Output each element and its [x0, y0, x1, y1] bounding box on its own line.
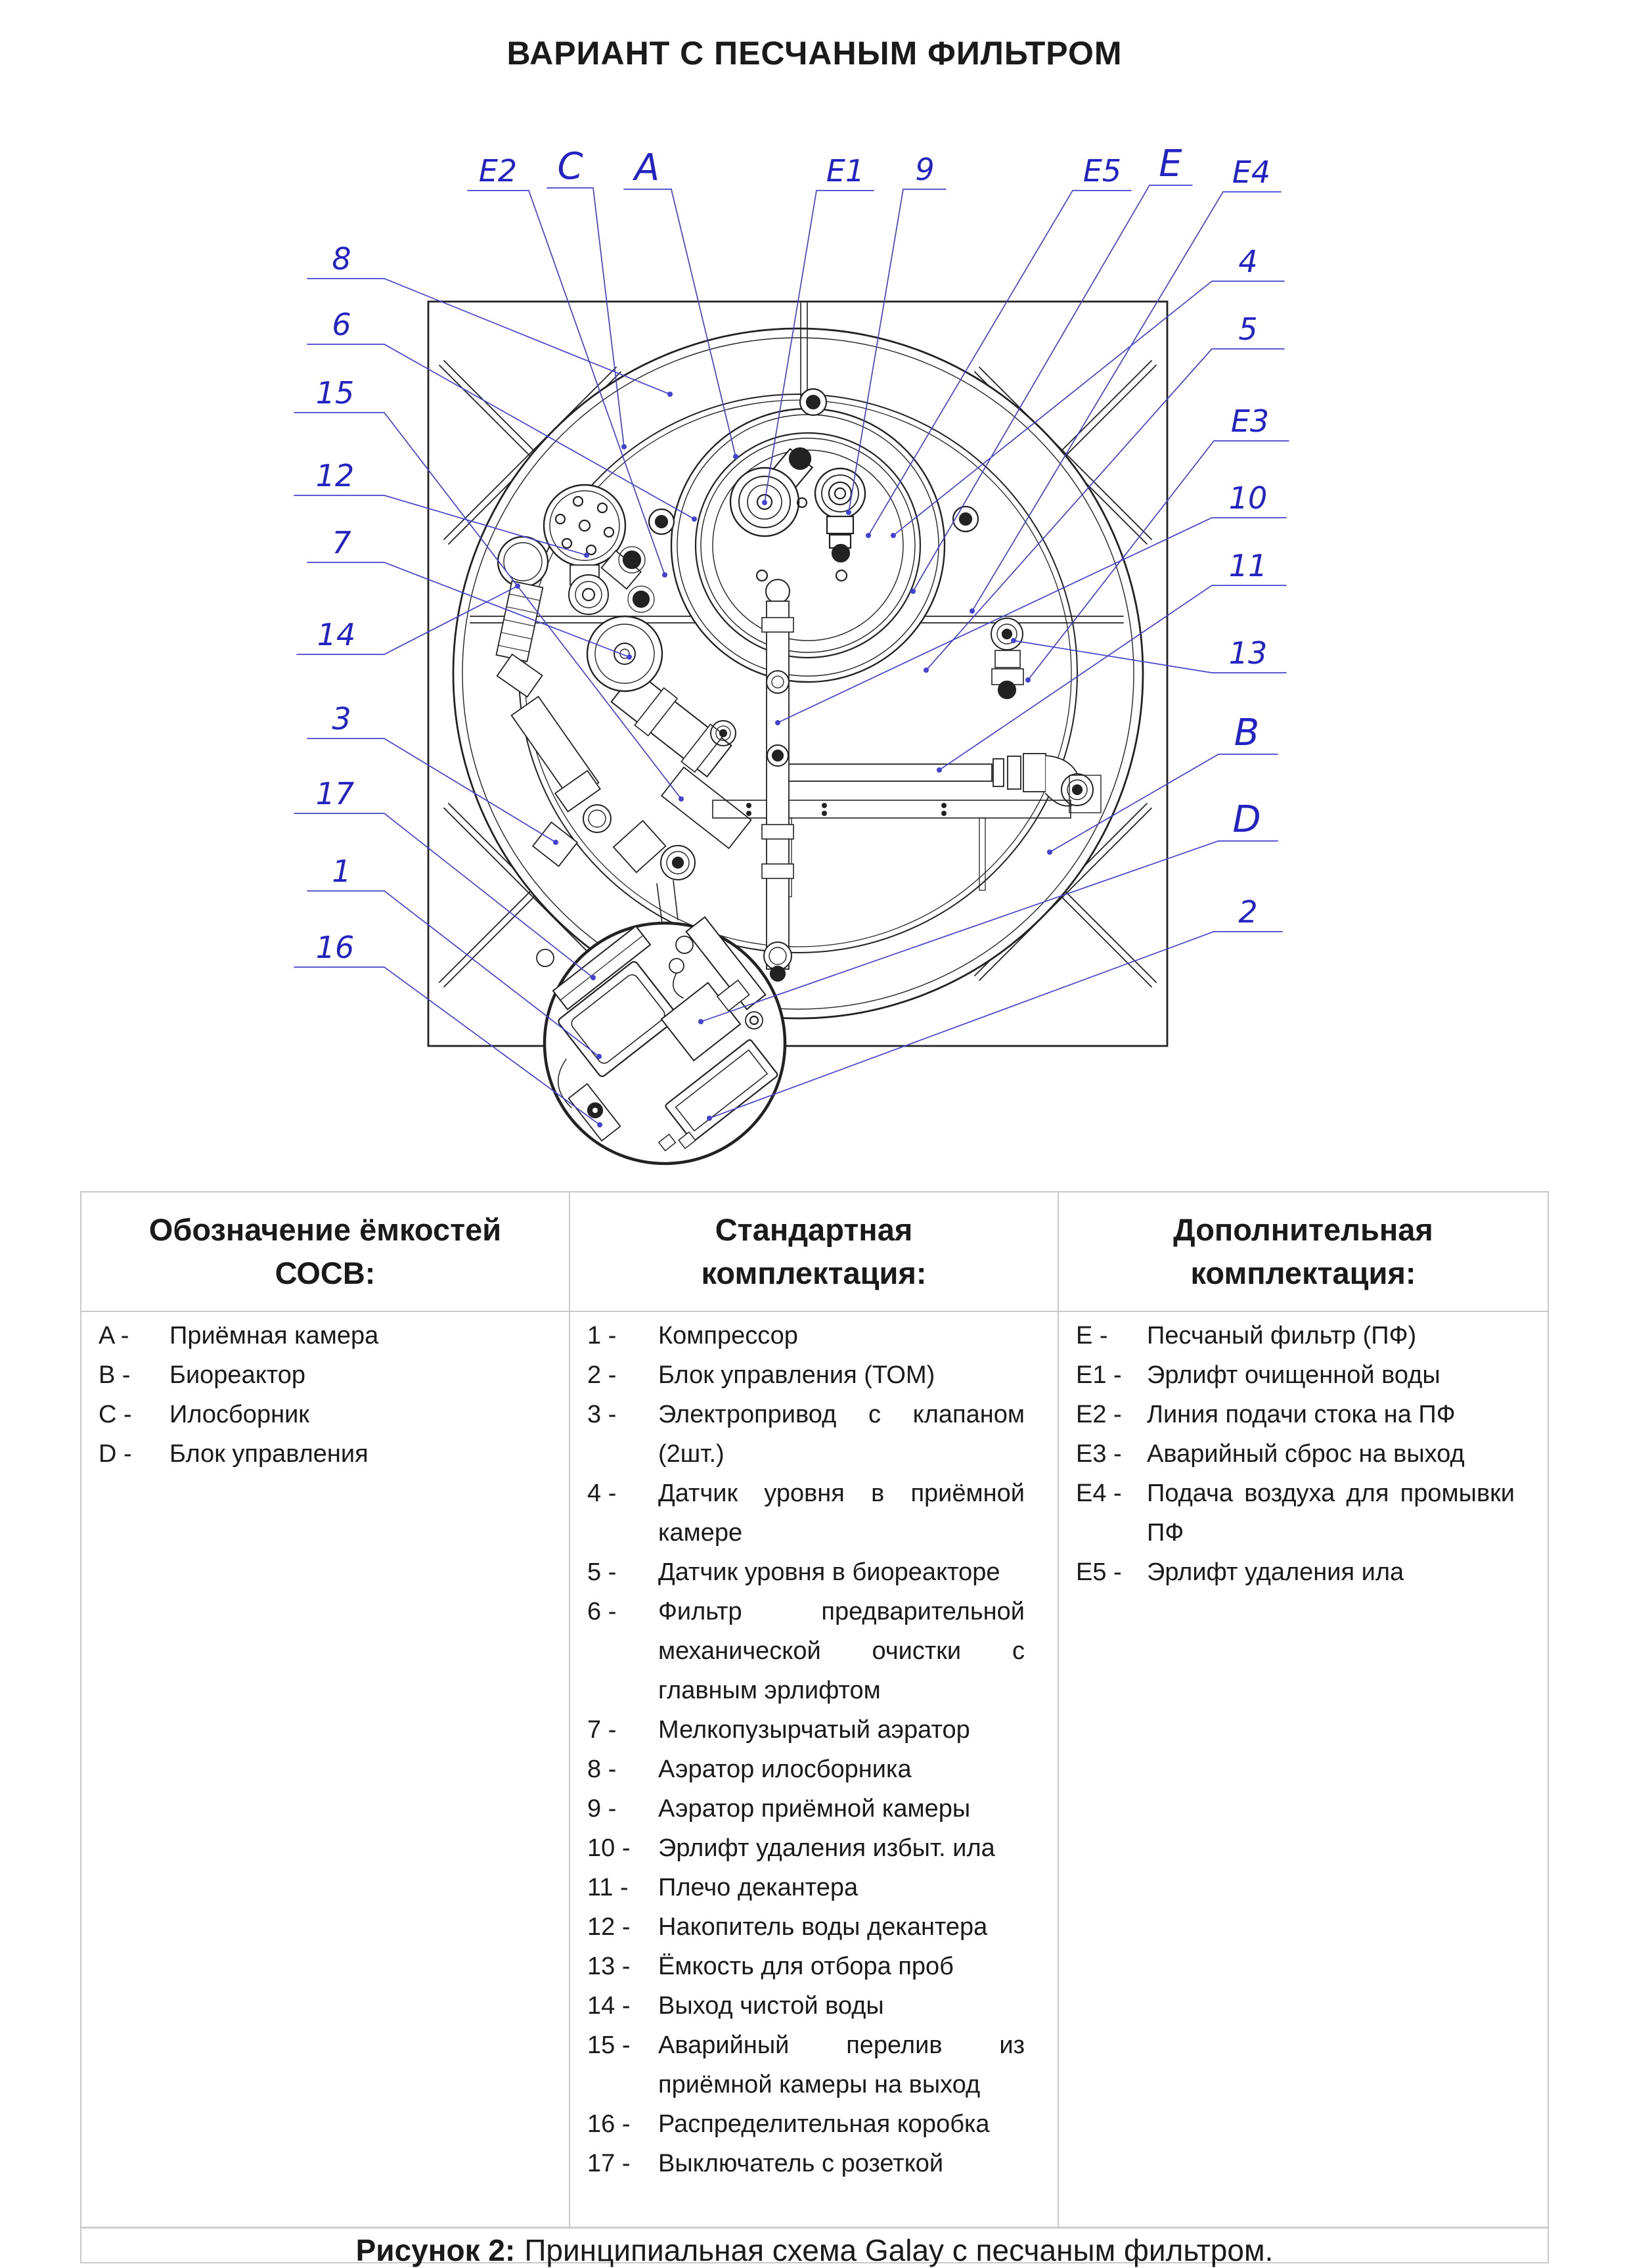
tanks-list [81, 1312, 570, 2227]
list-item [587, 1907, 1025, 1947]
page-title: ВАРИАНТ С ПЕСЧАНЫМ ФИЛЬТРОМ [506, 35, 1123, 72]
header-optional-line2: комплектация: [1190, 1256, 1416, 1290]
item-text: Подача воздуха для промывки ПФ [1147, 1480, 1515, 1547]
list-item [587, 1947, 1025, 1986]
callout-4: 4 [1238, 244, 1258, 279]
callout-15: 15 [315, 375, 355, 411]
item-text: Эрлифт удаления ила [1147, 1558, 1404, 1586]
item-text: Накопитель воды декантера [658, 1913, 988, 1941]
list-item [587, 1474, 1025, 1553]
callout-E1: E1 [826, 153, 865, 189]
item-key: A - [99, 1322, 129, 1349]
callout-E5: E5 [1082, 153, 1122, 189]
item-text: Датчик уровня в биореакторе [658, 1558, 1000, 1586]
item-text: Блок управления (ТОМ) [658, 1361, 935, 1389]
header-tanks [81, 1192, 570, 1312]
item-text: Выход чистой воды [658, 1992, 884, 2020]
optional-equipment-list [1059, 1312, 1548, 2227]
list-item [587, 2026, 1025, 2104]
list-item [587, 1553, 1025, 1592]
item-text: Аэратор приёмной камеры [658, 1795, 971, 1823]
list-item [1076, 1553, 1515, 1592]
item-text: Линия подачи стока на ПФ [1147, 1401, 1456, 1428]
item-key: 1 - [587, 1322, 617, 1349]
list-item [1076, 1316, 1515, 1355]
item-text: Аварийный сброс на выход [1147, 1440, 1465, 1468]
main-airlift-pipe [762, 579, 793, 981]
callout-17: 17 [315, 776, 355, 811]
item-key: 14 - [587, 1992, 631, 2020]
header-optional-line1: Дополнительная [1173, 1212, 1433, 1247]
callout-B: B [1234, 712, 1260, 754]
item-key: E2 - [1076, 1401, 1122, 1428]
item-key: D - [99, 1440, 132, 1468]
figure-caption-label: Рисунок 2: [355, 2233, 516, 2267]
callout-16: 16 [315, 930, 355, 965]
item-key: B - [99, 1361, 131, 1389]
item-text: Ёмкость для отбора проб [658, 1953, 954, 1980]
item-text: Биореактор [169, 1361, 305, 1389]
callout-7: 7 [332, 525, 351, 560]
callout-1: 1 [332, 853, 351, 889]
item-key: C - [99, 1401, 132, 1428]
item-key: 17 - [587, 2150, 631, 2177]
item-key: 13 - [587, 1953, 631, 1980]
list-item [99, 1434, 536, 1474]
callout-5: 5 [1238, 311, 1258, 347]
item-key: E3 - [1076, 1440, 1122, 1468]
item-key: E1 - [1076, 1361, 1122, 1389]
item-text: Песчаный фильтр (ПФ) [1147, 1322, 1417, 1349]
list-item [587, 1592, 1025, 1710]
list-item [587, 1710, 1025, 1750]
item-text: Распределительная коробка [658, 2110, 990, 2138]
item-key: 8 - [587, 1756, 617, 1783]
list-item [99, 1355, 536, 1395]
callout-11: 11 [1228, 548, 1268, 583]
item-text: Эрлифт удаления избыт. ила [658, 1834, 995, 1862]
list-item [587, 1986, 1025, 2026]
list-item [587, 1868, 1025, 1907]
list-item [587, 1316, 1025, 1355]
callout-13: 13 [1228, 635, 1268, 671]
item-key: E4 - [1076, 1480, 1122, 1507]
callout-A: A [634, 147, 660, 189]
item-key: E5 - [1076, 1558, 1122, 1586]
callout-E4: E4 [1232, 154, 1271, 190]
callout-3: 3 [332, 701, 351, 737]
item-key: 7 - [587, 1716, 617, 1744]
item-key: 5 - [587, 1558, 617, 1586]
list-item [587, 1828, 1025, 1868]
item-key: 3 - [587, 1401, 617, 1428]
item-text: Илосборник [169, 1401, 309, 1428]
callout-D: D [1232, 798, 1261, 841]
standard-equipment-list [570, 1312, 1059, 2227]
list-item [1076, 1395, 1515, 1434]
item-key: 6 - [587, 1598, 617, 1625]
item-text: Блок управления [169, 1440, 368, 1468]
callout-12: 12 [315, 458, 355, 493]
callout-10: 10 [1228, 480, 1268, 516]
list-item [587, 1789, 1025, 1828]
legend-table [80, 1191, 1549, 2267]
item-text: Эрлифт очищенной воды [1147, 1361, 1440, 1389]
callout-14: 14 [317, 617, 356, 652]
item-key: 4 - [587, 1480, 617, 1507]
list-item [1076, 1474, 1515, 1553]
callout-8: 8 [332, 241, 351, 277]
item-key: 15 - [587, 2031, 631, 2059]
item-text: Компрессор [658, 1322, 798, 1349]
item-key: E - [1076, 1322, 1108, 1349]
list-item [1076, 1434, 1515, 1474]
item-text: Аварийный перелив из приёмной камеры на выход [658, 2031, 1025, 2098]
item-text: Фильтр предварительной механической очистки с главным эрлифтом [658, 1598, 1025, 1704]
item-text: Электропривод с клапаном (2шт.) [658, 1401, 1025, 1468]
list-item [99, 1316, 536, 1355]
callout-2: 2 [1238, 894, 1258, 930]
list-item [1076, 1355, 1515, 1395]
item-text: Приёмная камера [169, 1322, 379, 1349]
figure-caption [81, 2227, 1548, 2267]
item-text: Мелкопузырчатый аэратор [658, 1716, 970, 1744]
callout-E: E [1159, 143, 1182, 185]
list-item [587, 1750, 1025, 1789]
list-item [587, 2144, 1025, 2183]
item-text: Плечо декантера [658, 1874, 859, 1901]
callout-E2: E2 [478, 153, 518, 189]
list-item [587, 2104, 1025, 2144]
callout-6: 6 [332, 307, 351, 342]
figure-caption-text: Принципиальная схема Galay с песчаным фильтром. [524, 2233, 1274, 2267]
list-item [587, 1355, 1025, 1395]
header-tanks-line2: СОСВ: [275, 1256, 376, 1290]
callout-9: 9 [915, 152, 935, 187]
item-key: 9 - [587, 1795, 617, 1823]
header-standard [570, 1192, 1059, 1312]
list-item [99, 1395, 536, 1434]
item-key: 2 - [587, 1361, 617, 1389]
item-key: 16 - [587, 2110, 631, 2138]
item-key: 12 - [587, 1913, 631, 1941]
item-text: Аэратор илосборника [658, 1756, 912, 1783]
header-tanks-line1: Обозначение ёмкостей [148, 1212, 502, 1247]
item-text: Датчик уровня в приёмной камере [658, 1480, 1025, 1547]
header-standard-line2: комплектация: [701, 1256, 927, 1290]
header-standard-line1: Стандартная [715, 1212, 913, 1247]
item-text: Выключатель с розеткой [658, 2150, 944, 2177]
item-key: 10 - [587, 1834, 631, 1862]
list-item [587, 1395, 1025, 1474]
header-optional [1059, 1192, 1548, 1312]
item-key: 11 - [587, 1874, 629, 1901]
callout-C: C [557, 145, 583, 188]
callout-E3: E3 [1230, 403, 1270, 439]
